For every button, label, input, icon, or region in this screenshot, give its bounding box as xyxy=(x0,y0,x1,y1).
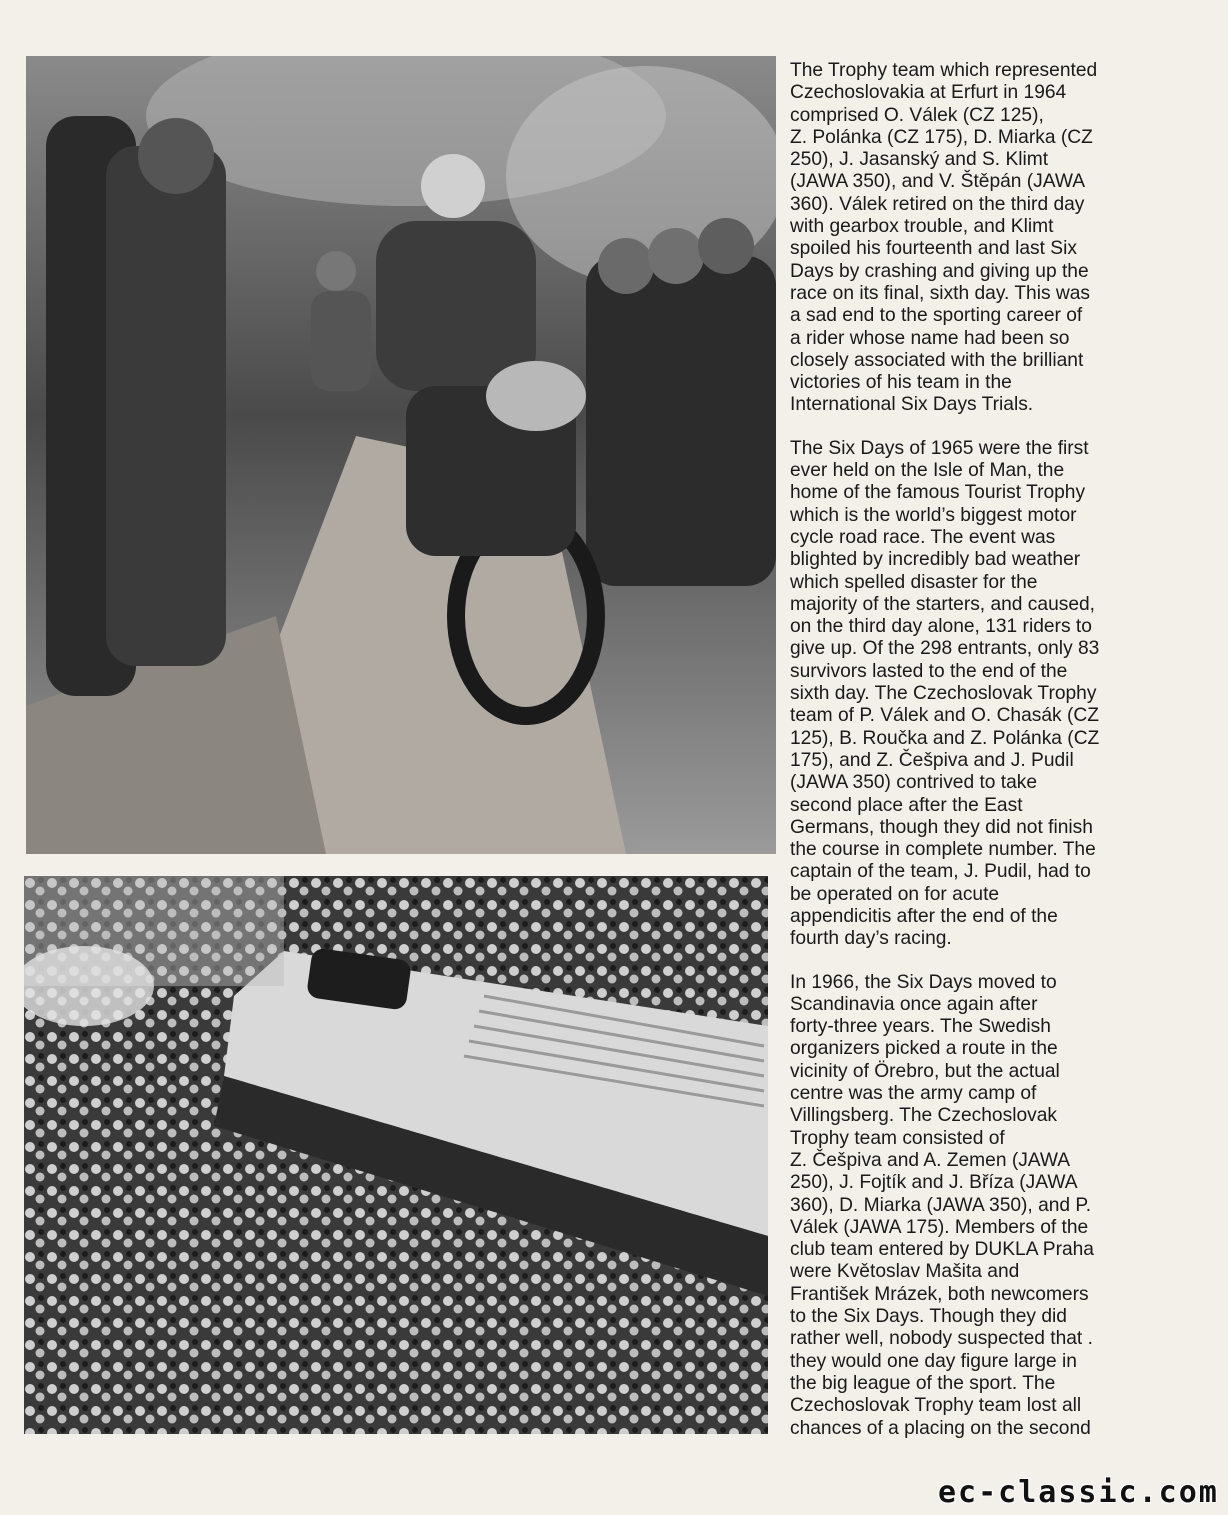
article-text xyxy=(790,60,1170,1461)
text-line: sixth day. The Czechoslovak Trophy xyxy=(790,683,1097,705)
text-line: to the Six Days. Though they did xyxy=(790,1306,1067,1328)
text-line: rather well, nobody suspected that . xyxy=(790,1328,1093,1350)
text-line: team of P. Válek and O. Chasák (CZ xyxy=(790,705,1099,727)
text-line: blighted by incredibly bad weather xyxy=(790,549,1081,571)
text-line: International Six Days Trials. xyxy=(790,394,1034,416)
text-line: In 1966, the Six Days moved to xyxy=(790,971,1057,993)
paragraph-1966 xyxy=(790,972,1170,1440)
text-line: Czechoslovak Trophy team lost all xyxy=(790,1395,1082,1417)
text-line: which spelled disaster for the xyxy=(790,571,1038,593)
text-line: Germans, though they did not finish xyxy=(790,816,1093,838)
text-line: (JAWA 350) contrived to take xyxy=(790,772,1038,794)
text-line: fourth day’s racing. xyxy=(790,928,952,950)
text-line: race on its final, sixth day. This was xyxy=(790,282,1091,304)
text-line: organizers picked a route in the xyxy=(790,1038,1058,1060)
text-line: Válek (JAWA 175). Members of the xyxy=(790,1216,1089,1238)
text-line: 250), J. Fojtík and J. Bříza (JAWA xyxy=(790,1172,1078,1194)
text-line: they would one day figure large in xyxy=(790,1350,1077,1372)
text-line: on the third day alone, 131 riders to xyxy=(790,616,1092,638)
text-line: chances of a placing on the second xyxy=(790,1417,1091,1439)
text-line: a sad end to the sporting career of xyxy=(790,305,1083,327)
text-line: Z. Polánka (CZ 175), D. Miarka (CZ xyxy=(790,126,1093,148)
text-line: Days by crashing and giving up the xyxy=(790,260,1089,282)
text-line: František Mrázek, both newcomers xyxy=(790,1283,1089,1305)
text-line: vicinity of Örebro, but the actual xyxy=(790,1060,1060,1082)
text-line: 360). Válek retired on the third day xyxy=(790,193,1085,215)
text-line: The Six Days of 1965 were the first xyxy=(790,437,1089,459)
text-line: 360), D. Miarka (JAWA 350), and P. xyxy=(790,1194,1092,1216)
text-line: ever held on the Isle of Man, the xyxy=(790,460,1065,482)
text-line: centre was the army camp of xyxy=(790,1083,1037,1105)
text-line: survivors lasted to the end of the xyxy=(790,660,1068,682)
text-line: the big league of the sport. The xyxy=(790,1372,1056,1394)
text-line: The Trophy team which represented xyxy=(790,60,1098,81)
text-line: Trophy team consisted of xyxy=(790,1127,1005,1149)
text-line: 250), J. Jasanský and S. Klimt xyxy=(790,149,1049,171)
text-line: comprised O. Válek (CZ 125), xyxy=(790,104,1044,126)
text-line: second place after the East xyxy=(790,794,1023,816)
text-line: a rider whose name had been so xyxy=(790,327,1070,349)
text-line: closely associated with the brilliant xyxy=(790,349,1084,371)
text-line: victories of his team in the xyxy=(790,372,1012,394)
watermark: ec-classic.com xyxy=(938,1475,1219,1510)
text-line: 125), B. Roučka and Z. Polánka (CZ xyxy=(790,727,1100,749)
text-line: forty-three years. The Swedish xyxy=(790,1016,1051,1038)
text-line: Czechoslovakia at Erfurt in 1964 xyxy=(790,82,1067,104)
text-line: appendicitis after the end of the xyxy=(790,905,1058,927)
text-line: be operated on for acute xyxy=(790,883,1000,905)
paragraph-1964 xyxy=(790,60,1170,417)
text-line: Z. Češpiva and A. Zemen (JAWA xyxy=(790,1149,1071,1171)
text-line: (JAWA 350), and V. Štěpán (JAWA xyxy=(790,171,1086,193)
photo-motorcycle-rider xyxy=(26,56,776,854)
text-line: home of the famous Tourist Trophy xyxy=(790,482,1086,504)
text-line: Scandinavia once again after xyxy=(790,993,1038,1015)
text-line: 175), and Z. Češpiva and J. Pudil xyxy=(790,749,1074,771)
text-line: which is the world’s biggest motor xyxy=(790,504,1077,526)
text-line: cycle road race. The event was xyxy=(790,526,1056,548)
text-line: the course in complete number. The xyxy=(790,839,1096,861)
text-line: captain of the team, J. Pudil, had to xyxy=(790,861,1091,883)
text-line: Villingsberg. The Czechoslovak xyxy=(790,1105,1057,1127)
text-line: were Květoslav Mašita and xyxy=(790,1261,1020,1283)
text-line: with gearbox trouble, and Klimt xyxy=(790,216,1054,238)
paragraph-1965 xyxy=(790,438,1170,951)
text-line: club team entered by DUKLA Praha xyxy=(790,1239,1094,1261)
text-line: spoiled his fourteenth and last Six xyxy=(790,238,1077,260)
text-line: give up. Of the 298 entrants, only 83 xyxy=(790,638,1100,660)
photo-crowd-bus xyxy=(24,876,768,1434)
text-line: majority of the starters, and caused, xyxy=(790,593,1096,615)
